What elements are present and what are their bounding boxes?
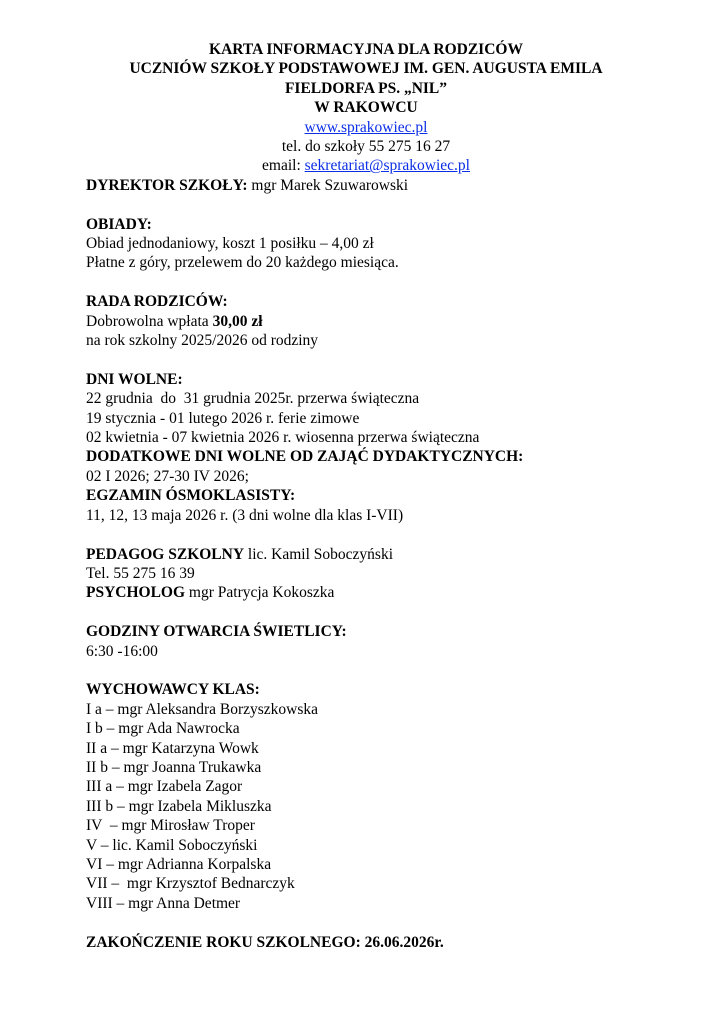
psycholog-row <box>86 583 646 602</box>
class-teacher-item: VII – mgr Krzysztof Bednarczyk <box>86 875 295 893</box>
pedagog-row <box>86 545 646 564</box>
class-teachers-list <box>86 700 646 913</box>
class-teacher-item: VIII – mgr Anna Detmer <box>86 894 241 912</box>
year-end-date: ZAKOŃCZENIE ROKU SZKOLNEGO: 26.06.2026r. <box>86 933 444 951</box>
spacer <box>86 195 646 214</box>
lunch-line-2: Płatne z góry, przelewem do 20 każdego miesiąca. <box>86 254 399 272</box>
spacer <box>86 350 646 369</box>
extra-days-off-line: 02 I 2026; 27-30 IV 2026; <box>86 467 249 485</box>
class-teacher-item: V – lic. Kamil Soboczyński <box>86 836 258 854</box>
header-title-line-3: FIELDORFA PS. „NIL” <box>284 79 448 97</box>
spacer <box>86 525 646 544</box>
contribution-amount: 30,00 zł <box>212 312 263 330</box>
school-email-link[interactable]: sekretariat@sprakowiec.pl <box>304 157 470 175</box>
common-room-hours: 6:30 -16:00 <box>86 642 158 660</box>
contribution-text: Dobrowolna wpłata <box>86 312 213 330</box>
class-teacher-item: I b – mgr Ada Nawrocka <box>86 720 240 738</box>
spacer <box>86 913 646 932</box>
header-title-line-1: KARTA INFORMACYJNA DLA RODZICÓW <box>209 41 523 58</box>
document-page <box>86 40 646 952</box>
spacer <box>86 273 646 292</box>
extra-days-off-heading: DODATKOWE DNI WOLNE OD ZAJĄĆ DYDAKTYCZNYCH: <box>86 448 524 466</box>
director-name: mgr Marek Szuwarowski <box>247 176 409 194</box>
class-teacher-item: II a – mgr Katarzyna Wowk <box>86 739 259 757</box>
school-email-row <box>86 156 646 175</box>
spacer <box>86 603 646 622</box>
lunch-line-1: Obiad jednodaniowy, koszt 1 posiłku – 4,00 zł <box>86 235 374 253</box>
header-title-line-2: UCZNIÓW SZKOŁY PODSTAWOWEJ IM. GEN. AUGUSTA EMILA <box>129 60 603 78</box>
exam-line: 11, 12, 13 maja 2026 r. (3 dni wolne dla klas I-VII) <box>86 506 404 524</box>
school-website-row <box>86 118 646 137</box>
days-off-line-3: 02 kwietnia - 07 kwietnia 2026 r. wiosenna przerwa świąteczna <box>86 429 480 447</box>
spacer <box>86 661 646 680</box>
class-teacher-item: III b – mgr Izabela Mikluszka <box>86 797 272 815</box>
header-title-line-4: W RAKOWCU <box>314 99 418 117</box>
parents-council-heading: RADA RODZICÓW: <box>86 293 228 311</box>
class-teacher-item: I a – mgr Aleksandra Borzyszkowska <box>86 700 319 718</box>
school-website-link[interactable]: www.sprakowiec.pl <box>304 118 428 136</box>
lunch-heading: OBIADY: <box>86 215 152 233</box>
email-label: email: <box>262 157 305 175</box>
days-off-heading: DNI WOLNE: <box>86 370 183 388</box>
class-teacher-item: VI – mgr Adrianna Korpalska <box>86 855 272 873</box>
school-phone: tel. do szkoły 55 275 16 27 <box>281 138 451 156</box>
class-teacher-item: IV – mgr Mirosław Troper <box>86 817 255 835</box>
director-row <box>86 176 646 195</box>
days-off-line-2: 19 stycznia - 01 lutego 2026 r. ferie zimowe <box>86 409 360 427</box>
class-teacher-item: II b – mgr Joanna Trukawka <box>86 758 262 776</box>
class-teacher-item: III a – mgr Izabela Zagor <box>86 778 243 796</box>
pedagog-phone: Tel. 55 275 16 39 <box>86 564 195 582</box>
days-off-line-1: 22 grudnia do 31 grudnia 2025r. przerwa świąteczna <box>86 390 420 408</box>
document-header <box>86 40 646 118</box>
parents-council-line-2: na rok szkolny 2025/2026 od rodziny <box>86 332 319 350</box>
psycholog-label: PSYCHOLOG <box>86 584 186 602</box>
psycholog-name: mgr Patrycja Kokoszka <box>185 584 335 602</box>
parents-council-line-1 <box>86 312 646 331</box>
pedagog-label: PEDAGOG SZKOLNY <box>86 545 245 563</box>
class-teachers-heading: WYCHOWAWCY KLAS: <box>86 681 260 699</box>
pedagog-name: lic. Kamil Soboczyński <box>244 545 393 563</box>
director-label: DYREKTOR SZKOŁY: <box>86 176 248 194</box>
common-room-heading: GODZINY OTWARCIA ŚWIETLICY: <box>86 623 347 641</box>
exam-heading: EGZAMIN ÓSMOKLASISTY: <box>86 487 296 505</box>
